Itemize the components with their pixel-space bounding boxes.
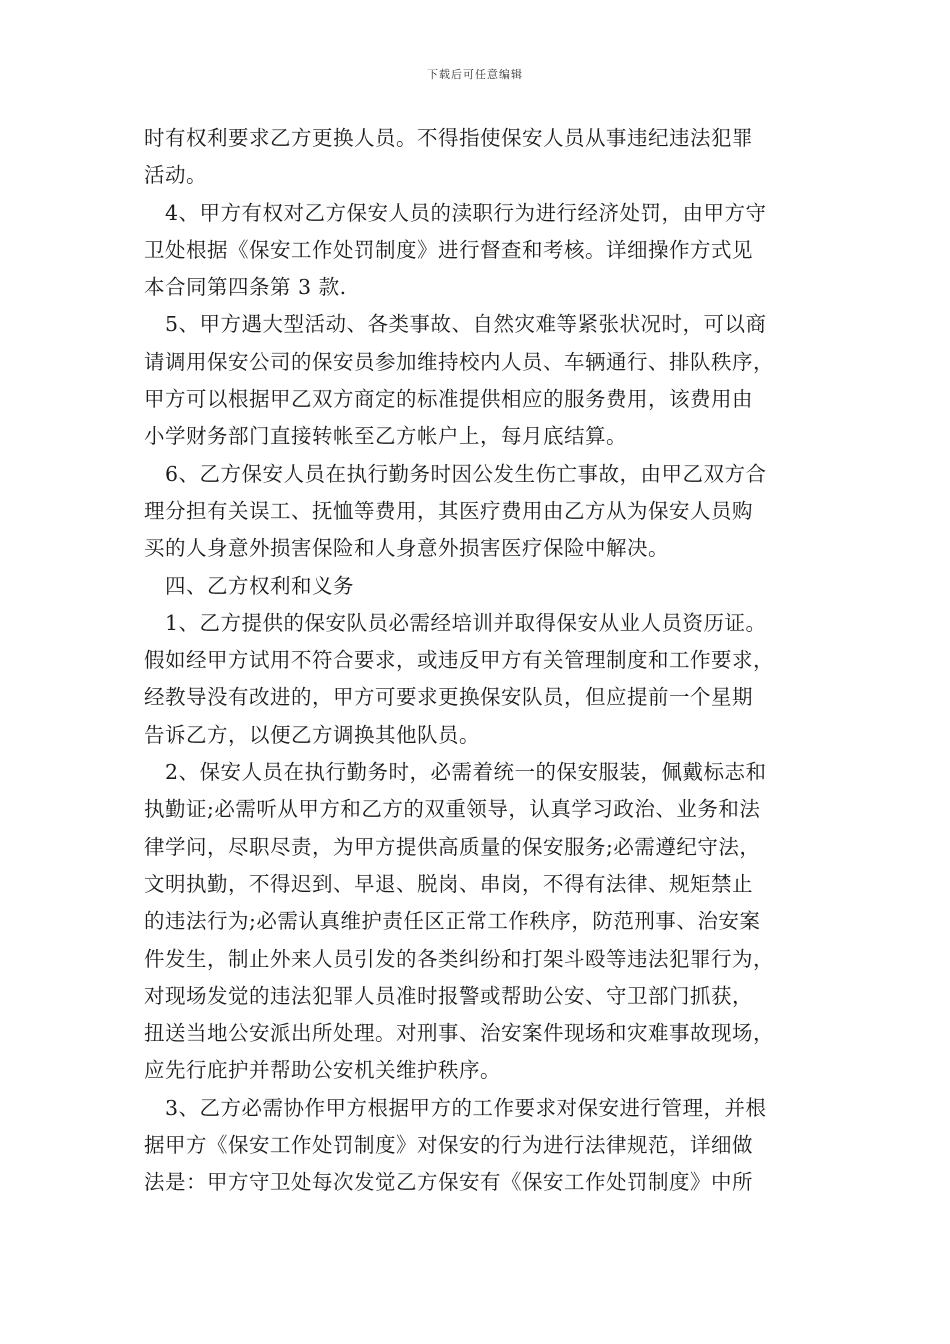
text-line: 活动。 bbox=[144, 163, 207, 188]
text-line: 4、甲方有权对乙方保安人员的渎职行为进行经济处罚，由甲方守 bbox=[165, 200, 767, 225]
text-line: 的违法行为;必需认真维护责任区正常工作秩序，防范刑事、治安案 bbox=[144, 909, 761, 934]
text-line: 6、乙方保安人员在执行勤务时因公发生伤亡事故，由甲乙双方合 bbox=[165, 461, 767, 486]
text-line: 5、甲方遇大型活动、各类事故、自然灾难等紧张状况时，可以商 bbox=[165, 312, 767, 337]
text-line: 应先行庇护并帮助公安机关维护秩序。 bbox=[144, 1058, 501, 1083]
document-body bbox=[144, 120, 816, 1202]
text-line: 理分担有关误工、抚恤等费用，其医疗费用由乙方从为保安人员购 bbox=[144, 498, 753, 523]
text-line: 文明执勤，不得迟到、早退、脱岗、串岗，不得有法律、规矩禁止 bbox=[144, 871, 753, 896]
text-line: 3、乙方必需协作甲方根据甲方的工作要求对保安进行管理，并根 bbox=[165, 1095, 767, 1120]
text-line: 执勤证;必需听从甲方和乙方的双重领导，认真学习政治、业务和法 bbox=[144, 797, 761, 822]
text-line: 对现场发觉的违法犯罪人员准时报警或帮助公安、守卫部门抓获， bbox=[144, 983, 753, 1008]
text-line: 时有权利要求乙方更换人员。不得指使保安人员从事违纪违法犯罪 bbox=[144, 126, 753, 150]
text-line: 四、乙方权利和义务 bbox=[165, 573, 354, 598]
text-line: 卫处根据《保安工作处罚制度》进行督查和考核。详细操作方式见 bbox=[144, 237, 753, 262]
text-line: 假如经甲方试用不符合要求，或违反甲方有关管理制度和工作要求， bbox=[144, 648, 774, 673]
text-line: 律学问，尽职尽责，为甲方提供高质量的保安服务;必需遵纪守法， bbox=[144, 834, 761, 859]
text-line: 件发生，制止外来人员引发的各类纠纷和打架斗殴等违法犯罪行为， bbox=[144, 946, 774, 971]
text-line: 请调用保安公司的保安员参加维持校内人员、车辆通行、排队秩序， bbox=[144, 349, 774, 374]
text-line: 扭送当地公安派出所处理。对刑事、治安案件现场和灾难事故现场， bbox=[144, 1021, 774, 1046]
text-line: 告诉乙方，以便乙方调换其他队员。 bbox=[144, 722, 480, 747]
text-line: 2、保安人员在执行勤务时，必需着统一的保安服装，佩戴标志和 bbox=[165, 760, 767, 785]
text-line: 小学财务部门直接转帐至乙方帐户上，每月底结算。 bbox=[144, 424, 627, 449]
text-line: 据甲方《保安工作处罚制度》对保安的行为进行法律规范，详细做 bbox=[144, 1133, 753, 1158]
text-line: 本合同第四条第 3 款. bbox=[144, 275, 347, 300]
text-line: 甲方可以根据甲乙双方商定的标准提供相应的服务费用，该费用由 bbox=[144, 387, 753, 412]
page-header: 下载后可任意编辑 bbox=[427, 68, 523, 81]
text-line: 经教导没有改进的，甲方可要求更换保安队员，但应提前一个星期 bbox=[144, 685, 753, 710]
text-line: 法是：甲方守卫处每次发觉乙方保安有《保安工作处罚制度》中所 bbox=[144, 1170, 753, 1195]
text-line: 1、乙方提供的保安队员必需经培训并取得保安从业人员资历证。 bbox=[165, 610, 767, 635]
text-line: 买的人身意外损害保险和人身意外损害医疗保险中解决。 bbox=[144, 536, 669, 561]
